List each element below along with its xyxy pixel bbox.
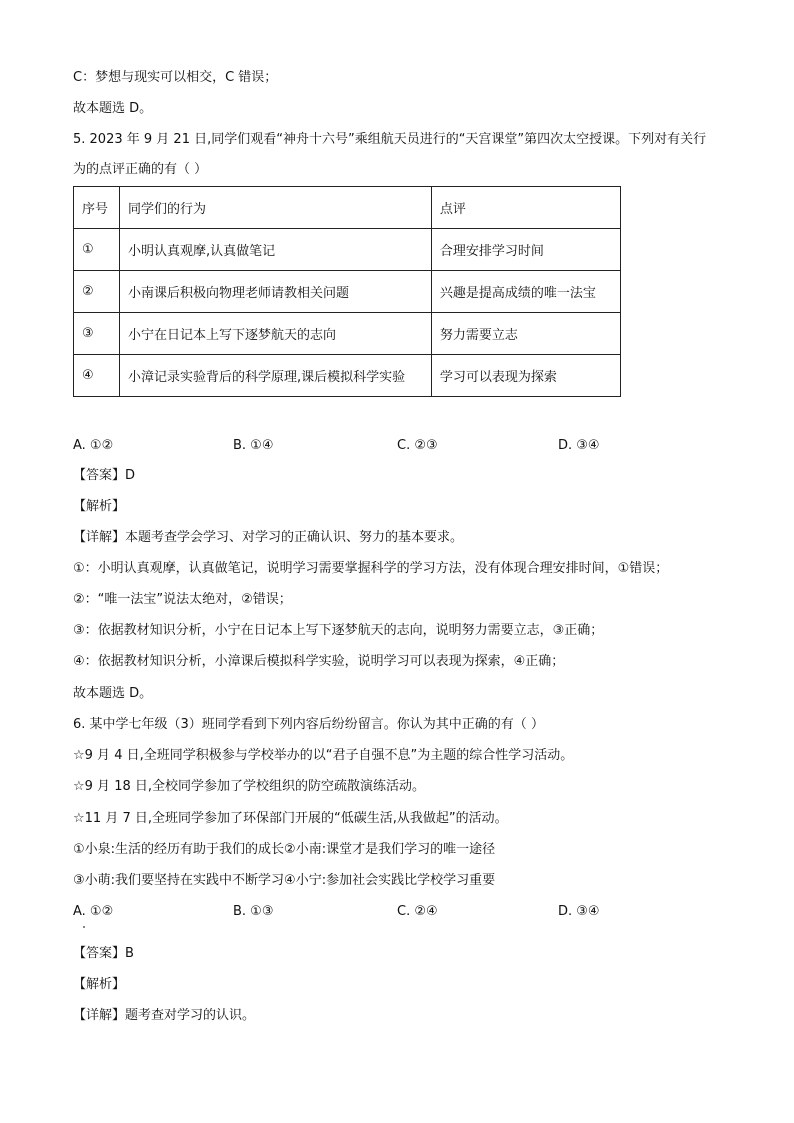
table-cell: ① bbox=[74, 229, 120, 271]
q4-option-c-explanation: C：梦想与现实可以相交，C 错误； bbox=[73, 70, 278, 85]
q4-conclusion: 故本题选 D。 bbox=[73, 101, 153, 116]
table-cell: ② bbox=[74, 271, 120, 313]
table-header-cell: 点评 bbox=[431, 187, 620, 229]
q5-detail: 【详解】本题考查学会学习、对学习的正确认识、努力的基本要求。 bbox=[73, 530, 464, 545]
q5-option-a: A. ①② bbox=[73, 438, 114, 453]
q6-options bbox=[73, 903, 723, 921]
table-cell: 小南课后积极向物理老师请教相关问题 bbox=[120, 271, 432, 313]
q5-option-c: C. ②③ bbox=[397, 438, 438, 453]
q5-table bbox=[73, 186, 621, 397]
q6-stem: 6. 某中学七年级（3）班同学看到下列内容后纷纷留言。你认为其中正确的有（ ） bbox=[73, 717, 544, 732]
q6-event-2: ☆9 月 18 日,全校同学参加了学校组织的防空疏散演练活动。 bbox=[73, 779, 425, 794]
table-row bbox=[74, 229, 621, 271]
table-header-cell: 序号 bbox=[74, 187, 120, 229]
q5-option-d: D. ③④ bbox=[558, 438, 600, 453]
table-cell: 小漳记录实验背后的科学原理,课后模拟科学实验 bbox=[120, 355, 432, 397]
table-row bbox=[74, 355, 621, 397]
q5-options bbox=[73, 437, 723, 455]
q5-detail-item-4: ④：依据教材知识分析，小漳课后模拟科学实验，说明学习可以表现为探索，④正确； bbox=[73, 654, 565, 669]
table-row bbox=[74, 271, 621, 313]
q5-detail-item-3: ③：依据教材知识分析，小宁在日记本上写下逐梦航天的志向，说明努力需要立志，③正确； bbox=[73, 623, 604, 638]
q6-statements-2: ③小萌:我们要坚持在实践中不断学习④小宁:参加社会实践比学校学习重要 bbox=[73, 873, 496, 888]
q6-option-b: B. ①③ bbox=[233, 904, 274, 919]
q6-event-3: ☆11 月 7 日,全班同学参加了环保部门开展的“低碳生活,从我做起”的活动。 bbox=[73, 811, 508, 826]
table-cell: 小明认真观摩,认真做笔记 bbox=[120, 229, 432, 271]
q5-stem-line2: 为的点评正确的有（ ） bbox=[73, 162, 208, 177]
q5-answer: 【答案】D bbox=[73, 468, 136, 483]
table-header-row bbox=[74, 187, 621, 229]
table-cell: 兴趣是提高成绩的唯一法宝 bbox=[431, 271, 620, 313]
q6-option-c: C. ②④ bbox=[397, 904, 438, 919]
q6-detail: 【详解】题考查对学习的认识。 bbox=[73, 1008, 256, 1023]
table-cell: 小宁在日记本上写下逐梦航天的志向 bbox=[120, 313, 432, 355]
q6-analysis-label: 【解析】 bbox=[73, 977, 126, 992]
q6-answer: 【答案】B bbox=[73, 946, 134, 961]
stray-dot bbox=[83, 926, 85, 928]
table-cell: 学习可以表现为探索 bbox=[431, 355, 620, 397]
table-cell: 合理安排学习时间 bbox=[431, 229, 620, 271]
table-cell: ③ bbox=[74, 313, 120, 355]
q5-stem-line1: 5. 2023 年 9 月 21 日,同学们观看“神舟十六号”乘组航天员进行的“天宫课堂”第四次太空授课。下列对有关行 bbox=[73, 132, 707, 147]
table-header-cell: 同学们的行为 bbox=[120, 187, 432, 229]
q5-analysis-label: 【解析】 bbox=[73, 499, 126, 514]
table-cell: 努力需要立志 bbox=[431, 313, 620, 355]
q5-detail-item-2: ②：“唯一法宝”说法太绝对，②错误； bbox=[73, 592, 292, 607]
table-cell: ④ bbox=[74, 355, 120, 397]
q6-statements-1: ①小泉:生活的经历有助于我们的成长②小南:课堂才是我们学习的唯一途径 bbox=[73, 842, 496, 857]
q5-detail-item-1: ①：小明认真观摩，认真做笔记，说明学习需要掌握科学的学习方法，没有体现合理安排时间，①错误； bbox=[73, 561, 669, 576]
q5-conclusion: 故本题选 D。 bbox=[73, 686, 153, 701]
q6-option-a: A. ①② bbox=[73, 904, 114, 919]
q6-event-1: ☆9 月 4 日,全班同学积极参与学校举办的以“君子自强不息”为主题的综合性学习活动。 bbox=[73, 748, 574, 763]
table-row bbox=[74, 313, 621, 355]
q5-option-b: B. ①④ bbox=[233, 438, 274, 453]
q6-option-d: D. ③④ bbox=[558, 904, 600, 919]
